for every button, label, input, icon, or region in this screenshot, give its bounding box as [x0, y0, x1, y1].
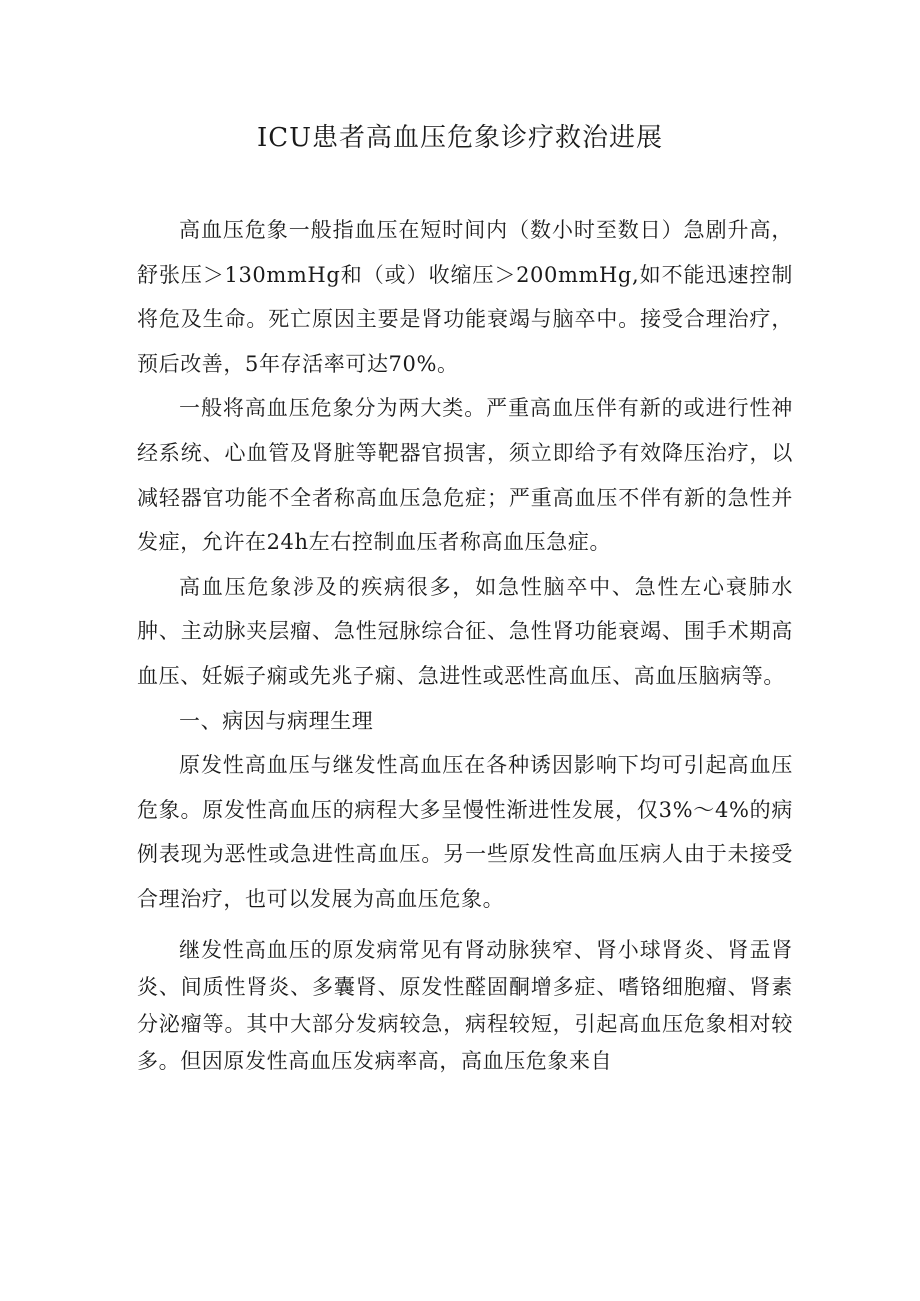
paragraph-etiology-primary: 原发性高血压与继发性高血压在各种诱因影响下均可引起高血压危象。原发性高血压的病程大多呈慢性渐进性发展，仅3%～4%的病例表现为恶性或急进性高血压。另一些原发性高血压病人由于未接受合理治疗，也可以发展为高血压危象。 [137, 753, 793, 911]
document-body [137, 208, 793, 1080]
section-heading: 一、病因与病理生理 [179, 708, 374, 733]
paragraph-classification: 一般将高血压危象分为两大类。严重高血压伴有新的或进行性神经系统、心血管及肾脏等靶器官损害，须立即给予有效降压治疗，以减轻器官功能不全者称高血压急危症；严重高血压不伴有新的急性并发症，允许在24h左右控制血压者称高血压急症。 [137, 396, 793, 555]
paragraph-related-diseases: 高血压危象涉及的疾病很多，如急性脑卒中、急性左心衰肺水肿、主动脉夹层瘤、急性冠脉综合征、急性肾功能衰竭、围手术期高血压、妊娠子痫或先兆子痫、急进性或恶性高血压、高血压脑病等。 [137, 574, 793, 688]
document-title: ICU患者高血压危象诊疗救治进展 [256, 123, 664, 153]
paragraph-definition: 高血压危象一般指血压在短时间内（数小时至数日）急剧升高，舒张压＞130mmHg和（或）收缩压＞200mmHg,如不能迅速控制将危及生命。死亡原因主要是肾功能衰竭与脑卒中。接受合理治疗，预后改善，5年存活率可达70%。 [137, 218, 793, 376]
paragraph-etiology-secondary: 继发性高血压的原发病常见有肾动脉狭窄、肾小球肾炎、肾盂肾炎、间质性肾炎、多囊肾、原发性醛固酮增多症、嗜铬细胞瘤、肾素分泌瘤等。其中大部分发病较急，病程较短，引起高血压危象相对较多。但因原发性高血压发病率高，高血压危象来自 [137, 937, 793, 1073]
